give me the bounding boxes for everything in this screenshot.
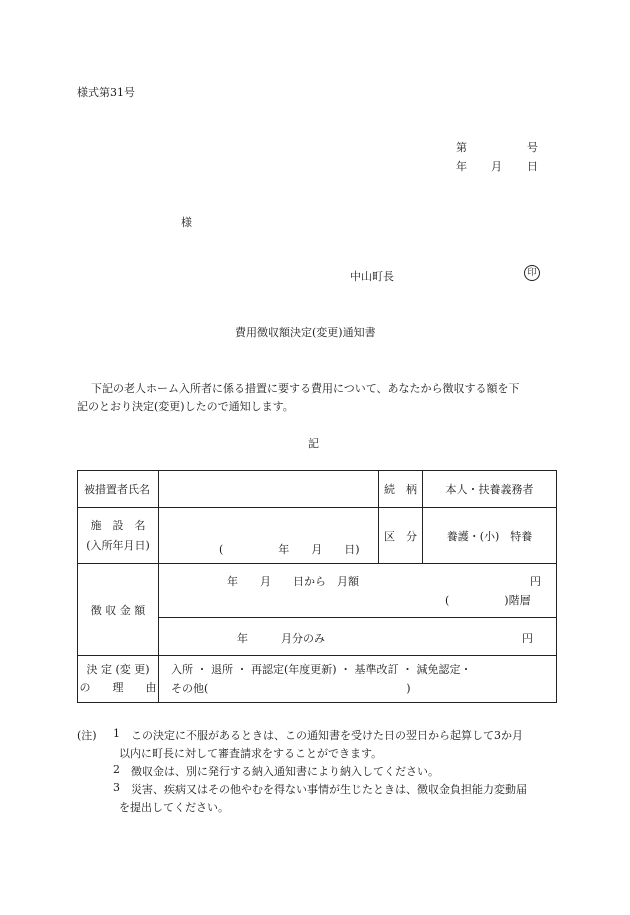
date-day: 日 (527, 160, 538, 173)
notes-label: (注) (77, 729, 97, 742)
fee-table (77, 470, 557, 703)
note-3-line-1: 災害、疾病又はその他やむを得ない事情が生じたときは、徴収金負担能力変動届 (131, 783, 527, 796)
note-2-line-1: 徴収金は、別に発行する納入通知書により納入してください。 (131, 765, 439, 778)
one-month-cell (159, 618, 557, 656)
date-month: 月 (491, 160, 502, 173)
body-line-1: 下記の老人ホーム入所者に係る措置に要する費用について、あなたから徴収する額を下 (91, 382, 520, 395)
form-number: 様式第31号 (77, 86, 135, 99)
category-label: 区 分 (379, 508, 423, 564)
reason-line-2: その他( ) (171, 682, 411, 695)
monthly-fee-cell (159, 564, 557, 618)
facility-label: 施 設 名 (90, 518, 146, 532)
note-1-number: 1 (113, 727, 120, 740)
one-month-yen: 円 (522, 632, 533, 645)
recipient-suffix: 様 (181, 216, 192, 229)
doc-number-prefix: 第 (456, 141, 467, 154)
relation-label: 続 柄 (379, 471, 423, 508)
facility-value-cell (159, 508, 379, 564)
seal-stamp: 印 (524, 265, 540, 281)
ki-marker: 記 (308, 437, 319, 450)
one-month-line: 年 月分のみ (237, 632, 325, 645)
category-value: 養護・(小) 特養 (423, 508, 557, 564)
admission-date: ( 年 月 日) (219, 543, 360, 556)
reason-value-cell (159, 656, 557, 703)
reason-line-1: 入所 ・ 退所 ・ 再認定(年度更新) ・ 基準改訂 ・ 減免認定・ (171, 663, 472, 676)
note-1-line-2: 以内に町長に対して審査請求をすることができます。 (119, 747, 383, 760)
note-1-line-1: この決定に不服があるときは、この通知書を受けた日の翌日から起算して3か月 (131, 729, 523, 742)
tier: ( )階層 (445, 594, 531, 607)
note-3-line-2: を提出してください。 (119, 801, 229, 814)
fee-label: 徴 収 金 額 (78, 564, 159, 656)
relation-value: 本人・扶養義務者 (423, 471, 557, 508)
document-title: 費用徴収額決定(変更)通知書 (235, 326, 376, 339)
monthly-fee-line: 年 月 日から 月額 (227, 575, 359, 588)
name-value (159, 471, 379, 508)
facility-label-cell (78, 508, 159, 564)
monthly-fee-yen: 円 (530, 575, 541, 588)
date-year: 年 (456, 160, 467, 173)
reason-label-1: 決 定 (変 更) (86, 663, 150, 676)
name-label: 被措置者氏名 (78, 471, 159, 508)
reason-label-cell (78, 656, 159, 703)
doc-number-suffix: 号 (527, 141, 538, 154)
reason-label-2: の 理 由 (79, 681, 157, 694)
admission-label: (入所年月日) (86, 538, 150, 552)
issuer: 中山町長 (350, 270, 394, 283)
body-line-2: 記のとおり決定(変更)したので通知します。 (77, 400, 294, 413)
note-2-number: 2 (113, 763, 120, 776)
note-3-number: 3 (113, 781, 120, 794)
